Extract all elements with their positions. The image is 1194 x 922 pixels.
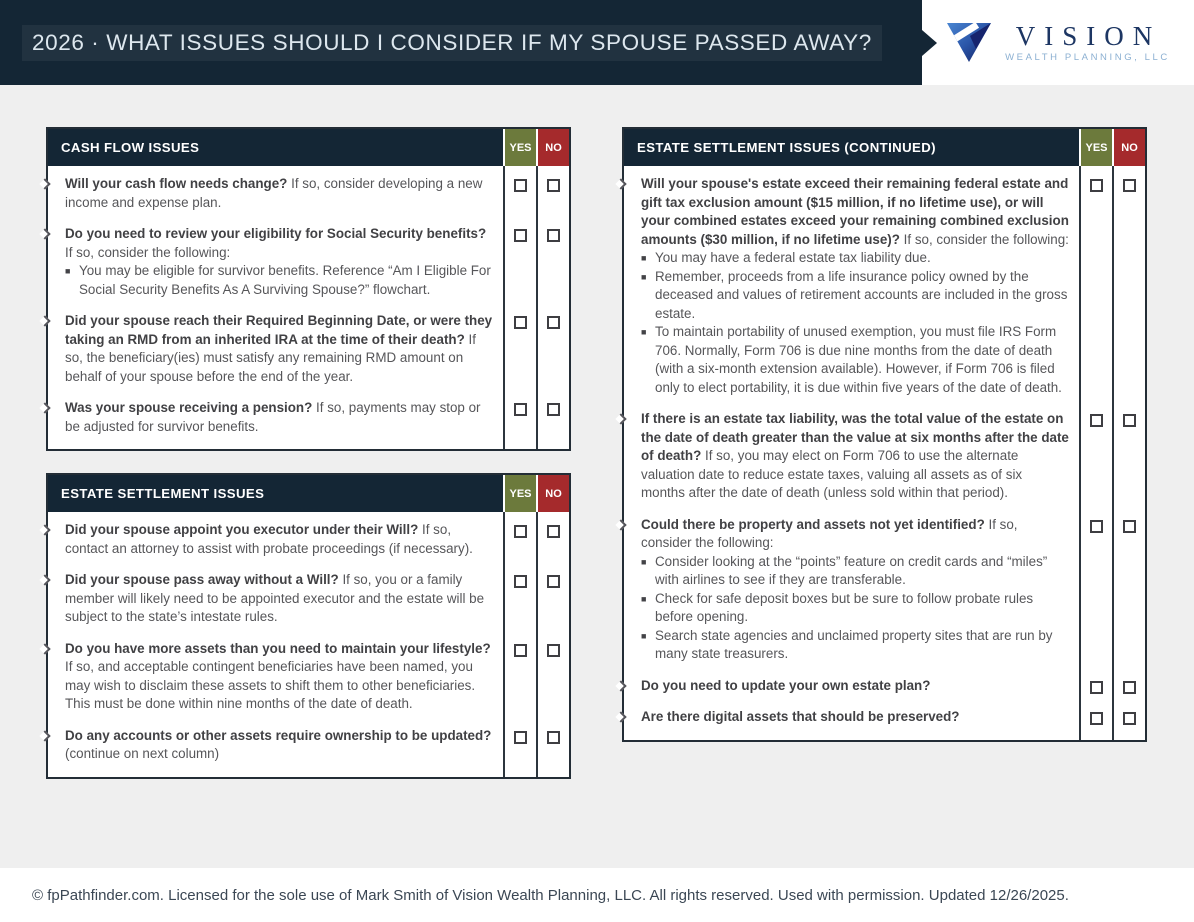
no-checkbox[interactable]: [547, 179, 560, 192]
item-detail: If so, and acceptable contingent beneficiaries have been named, you may wish to disclaim these assets to shift them to other beneficiaries. This must be done within nine months of the date of death.: [65, 659, 476, 711]
yes-checkbox[interactable]: [514, 525, 527, 538]
item-text: [624, 702, 1079, 740]
yes-cell: [503, 721, 536, 777]
no-checkbox[interactable]: [547, 731, 560, 744]
checklist-item: [48, 634, 569, 721]
no-column-header: NO: [536, 475, 569, 512]
no-checkbox[interactable]: [1123, 712, 1136, 725]
yes-checkbox[interactable]: [514, 644, 527, 657]
checklist-item: [48, 219, 569, 306]
yes-checkbox[interactable]: [1090, 179, 1103, 192]
chevron-right-icon: [39, 524, 50, 535]
item-detail: If so, payments may stop or be adjusted for survivor benefits.: [65, 400, 481, 434]
yes-checkbox[interactable]: [1090, 520, 1103, 533]
yes-checkbox[interactable]: [514, 229, 527, 242]
no-column-header: NO: [1112, 129, 1145, 166]
yes-cell: [503, 512, 536, 565]
arrow-right-icon: [922, 30, 937, 56]
item-detail: If so, contact an attorney to assist with probate proceedings (if necessary).: [65, 522, 473, 556]
bullet-item: ■ To maintain portability of unused exemption, you must file IRS Form 706. Normally, Form 706 is due nine months from the date of death (with a six-month extension available). However, if Form 706 is filed only to elect portability, it is due within five years of the date of death.: [641, 323, 1069, 397]
yes-cell: [503, 565, 536, 634]
section-header: [624, 129, 1145, 166]
no-cell: [536, 512, 569, 565]
no-cell: [1112, 702, 1145, 740]
chevron-right-icon: [615, 413, 626, 424]
section-title: ESTATE SETTLEMENT ISSUES (CONTINUED): [637, 140, 936, 155]
bullet-item: ■ Search state agencies and unclaimed property sites that are run by many state treasurers.: [641, 627, 1069, 664]
no-cell: [536, 721, 569, 777]
yes-column-header: YES: [503, 129, 536, 166]
no-cell: [536, 219, 569, 306]
item-question: Did your spouse pass away without a Will?: [65, 572, 339, 587]
section-header: [48, 475, 569, 512]
item-detail: If so, you may elect on Form 706 to use the alternate valuation date to reduce estate taxes, valuing all assets as of six months after the date of death (unless sold within that period).: [641, 448, 1023, 500]
no-cell: [536, 306, 569, 393]
bullet-item: ■ Remember, proceeds from a life insurance policy owned by the deceased and values of retirement accounts are included in the gross estate.: [641, 268, 1069, 324]
item-text: [48, 634, 503, 721]
chevron-right-icon: [39, 730, 50, 741]
header-title-bar: [0, 0, 922, 85]
item-detail: (continue on next column): [65, 746, 220, 761]
bullet-item: ■ Check for safe deposit boxes but be sure to follow probate rules before opening.: [641, 590, 1069, 627]
item-question: Do you need to update your own estate plan?: [641, 677, 931, 693]
yes-cell: [1079, 166, 1112, 404]
checklist-item: [48, 306, 569, 393]
item-bullet-list: [641, 553, 1069, 664]
item-text: [624, 166, 1079, 404]
no-cell: [536, 634, 569, 721]
no-column-header: NO: [536, 129, 569, 166]
no-checkbox[interactable]: [547, 525, 560, 538]
page-title: 2026 · WHAT ISSUES SHOULD I CONSIDER IF MY SPOUSE PASSED AWAY?: [22, 25, 882, 61]
bullet-item: ■ Consider looking at the “points” feature on credit cards and “miles” with airlines to see if they are transferable.: [641, 553, 1069, 590]
no-checkbox[interactable]: [547, 403, 560, 416]
checklist-item: [624, 166, 1145, 404]
section-body: [624, 166, 1145, 740]
chevron-right-icon: [615, 711, 626, 722]
checklist-item: [624, 404, 1145, 510]
yes-cell: [1079, 671, 1112, 703]
no-cell: [1112, 404, 1145, 510]
item-text: [48, 219, 503, 306]
item-text: [48, 393, 503, 449]
checklist-item: [48, 565, 569, 634]
item-detail: If so, consider the following:: [65, 244, 231, 260]
yes-checkbox[interactable]: [514, 575, 527, 588]
bullet-item: ■ You may have a federal estate tax liability due.: [641, 249, 1069, 268]
item-question: Will your cash flow needs change?: [65, 176, 288, 191]
item-bullet-list: [65, 262, 493, 299]
checklist-item: [48, 512, 569, 565]
item-text: [48, 166, 503, 219]
item-text: [624, 404, 1079, 510]
no-cell: [536, 565, 569, 634]
yes-cell: [503, 166, 536, 219]
checklist-section: [46, 473, 571, 779]
yes-column-header: YES: [503, 475, 536, 512]
yes-cell: [1079, 404, 1112, 510]
no-checkbox[interactable]: [547, 644, 560, 657]
item-detail: If so, the beneficiary(ies) must satisfy any remaining RMD amount on behalf of your spouse before the end of the year.: [65, 331, 476, 384]
logo-name: VISION: [1015, 21, 1162, 51]
no-cell: [1112, 510, 1145, 671]
checklist-item: [624, 510, 1145, 671]
no-checkbox[interactable]: [547, 575, 560, 588]
yes-column-header: YES: [1079, 129, 1112, 166]
yes-cell: [503, 219, 536, 306]
no-cell: [1112, 166, 1145, 404]
yes-cell: [1079, 702, 1112, 740]
yes-checkbox[interactable]: [1090, 414, 1103, 427]
chevron-right-icon: [615, 680, 626, 691]
checklist-item: [624, 702, 1145, 740]
checklist-section: [622, 127, 1147, 742]
item-bullet-list: [641, 249, 1069, 397]
section-title: CASH FLOW ISSUES: [61, 140, 200, 155]
item-text: [48, 721, 503, 777]
right-column: [622, 127, 1147, 764]
item-detail: If so, consider the following:: [903, 231, 1069, 247]
yes-cell: [503, 634, 536, 721]
bullet-item: ■ You may be eligible for survivor benefits. Reference “Am I Eligible For Social Security Benefits As A Surviving Spouse?” flowchart.: [65, 262, 493, 299]
yes-cell: [503, 306, 536, 393]
section-body: [48, 512, 569, 777]
checklist-item: [624, 671, 1145, 703]
chevron-right-icon: [39, 315, 50, 326]
logo-subtitle: WEALTH PLANNING, LLC: [1005, 52, 1170, 63]
checklist-section: [46, 127, 571, 451]
section-header: [48, 129, 569, 166]
checklist-item: [48, 721, 569, 777]
no-cell: [536, 166, 569, 219]
item-text: [48, 512, 503, 565]
item-question: Do you need to review your eligibility for Social Security benefits?: [65, 226, 487, 241]
page-header: [0, 0, 1194, 85]
yes-cell: [1079, 510, 1112, 671]
yes-checkbox[interactable]: [514, 403, 527, 416]
yes-checkbox[interactable]: [514, 731, 527, 744]
left-column: [46, 127, 571, 801]
item-question: Could there be property and assets not yet identified?: [641, 516, 985, 532]
chevron-right-icon: [39, 402, 50, 413]
item-question: If there is an estate tax liability, was the total value of the estate on the date of death greater than the value at six months after the date of death?: [641, 411, 1069, 463]
item-question: Do you have more assets than you need to maintain your lifestyle?: [65, 640, 491, 656]
chevron-right-icon: [39, 178, 50, 189]
no-checkbox[interactable]: [1123, 414, 1136, 427]
item-text: [48, 306, 503, 393]
item-detail: If so, you or a family member will likely need to be appointed executor and the estate will be subject to the state’s intestate rules.: [65, 572, 485, 624]
no-cell: [1112, 671, 1145, 703]
item-question: Do any accounts or other assets require ownership to be updated?: [65, 727, 492, 743]
item-detail: If so, consider developing a new income and expense plan.: [65, 176, 483, 210]
no-checkbox[interactable]: [547, 316, 560, 329]
chevron-right-icon: [615, 178, 626, 189]
page-footer: [0, 868, 1194, 922]
chevron-right-icon: [39, 574, 50, 585]
item-question: Will your spouse's estate exceed their remaining federal estate and gift tax exclusion amount ($15 million, if no lifetime use), or will your combined estates exceed your remaining combined exclusion amounts ($30 million, if no lifetime use)?: [641, 176, 1069, 247]
company-logo: [922, 0, 1194, 85]
section-body: [48, 166, 569, 449]
section-title: ESTATE SETTLEMENT ISSUES: [61, 486, 265, 501]
copyright-text: © fpPathfinder.com. Licensed for the sole use of Mark Smith of Vision Wealth Planning, LLC. All rights reserved. Used with permission. Updated 12/26/2025.: [32, 886, 1069, 904]
chevron-right-icon: [39, 643, 50, 654]
no-checkbox[interactable]: [1123, 681, 1136, 694]
yes-checkbox[interactable]: [514, 179, 527, 192]
item-question: Did your spouse appoint you executor under their Will?: [65, 522, 419, 537]
checklist-item: [48, 393, 569, 449]
item-question: Was your spouse receiving a pension?: [65, 400, 313, 415]
checklist-item: [48, 166, 569, 219]
item-text: [624, 671, 1079, 703]
item-question: Are there digital assets that should be preserved?: [641, 709, 960, 724]
no-checkbox[interactable]: [1123, 179, 1136, 192]
yes-checkbox[interactable]: [514, 316, 527, 329]
vision-logo-icon: [946, 22, 992, 63]
yes-checkbox[interactable]: [1090, 681, 1103, 694]
chevron-right-icon: [615, 519, 626, 530]
item-text: [48, 565, 503, 634]
no-checkbox[interactable]: [1123, 520, 1136, 533]
yes-cell: [503, 393, 536, 449]
item-detail: If so, consider the following:: [641, 516, 1018, 550]
no-cell: [536, 393, 569, 449]
yes-checkbox[interactable]: [1090, 712, 1103, 725]
logo-text: [1005, 22, 1170, 63]
item-question: Did your spouse reach their Required Beginning Date, or were they taking an RMD from an inherited IRA at the time of their death?: [65, 313, 493, 347]
no-checkbox[interactable]: [547, 229, 560, 242]
item-text: [624, 510, 1079, 671]
chevron-right-icon: [39, 228, 50, 239]
